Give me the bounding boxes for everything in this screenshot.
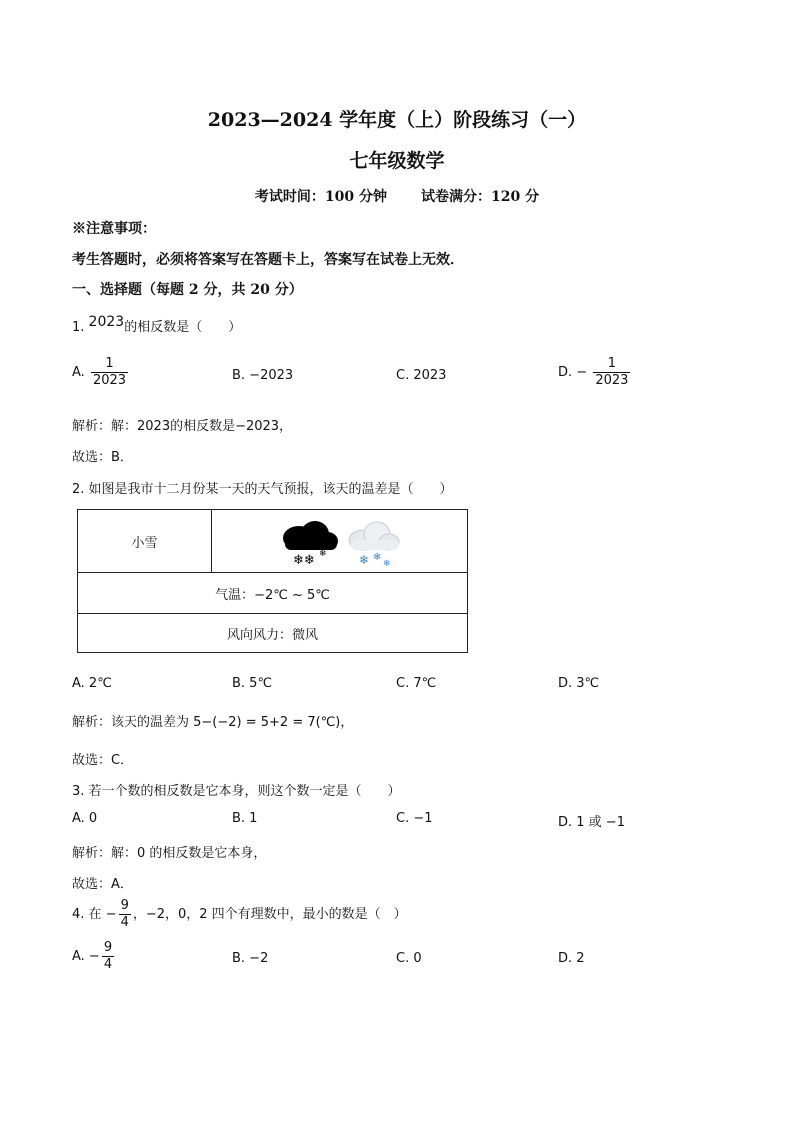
snow-cloud-icon (275, 514, 405, 568)
q3-option-a: A. 0 (72, 811, 98, 826)
q1-option-a: A. $\frac{1}{2023}$ (72, 356, 127, 388)
svg-text:❄❄: ❄❄ (292, 553, 315, 568)
q4-option-d: D. 2 (558, 951, 585, 966)
svg-text:❄: ❄ (382, 559, 391, 568)
svg-text:❄: ❄ (318, 549, 327, 559)
weather-cell: 小雪 (78, 510, 212, 572)
page-subtitle: 七年级数学 (349, 150, 445, 172)
q3-answer: 故选：A． (72, 877, 133, 892)
question-1 (72, 316, 241, 335)
q1-option-d: D. − $\frac{1}{2023}$ (558, 356, 629, 388)
q1-option-a-fraction: $\frac{1}{2023}$ (92, 356, 127, 388)
exam-info (0, 186, 794, 206)
notice-heading: ※注意事项： (72, 221, 156, 237)
q4-fraction: $\frac{9}{4}$ (120, 898, 129, 930)
q3-analysis: 解析：解：0 的相反数是它本身， (72, 846, 267, 861)
exam-time: 考试时间：100 分钟 (254, 189, 387, 205)
q1-analysis: 解析：解：2023的相反数是−2023， (72, 419, 293, 434)
q2-option-b: B. 5℃ (232, 676, 273, 691)
q1-answer: 故选：B． (72, 450, 133, 465)
q2-option-d: D. 3℃ (558, 676, 600, 691)
q2-option-a: A. 2℃ (72, 676, 112, 691)
q1-option-b: B. −2023 (232, 368, 294, 383)
q2-answer: 故选：C． (72, 753, 134, 768)
q2-option-c: C. 7℃ (396, 676, 437, 691)
q4-option-a-fraction: $\frac{9}{4}$ (103, 940, 113, 972)
q3-option-d: D. 1 或 −1 (558, 815, 625, 830)
q4-option-b: B. −2 (232, 951, 269, 966)
exam-score: 试卷满分：120 分 (421, 189, 540, 205)
question-2: 2. 如图是我市十二月份某一天的天气预报，该天的温差是（ ） (72, 482, 453, 497)
q3-option-c: C. −1 (396, 811, 433, 826)
q4-option-c: C. 0 (396, 951, 422, 966)
q1-number: 1. (72, 320, 85, 335)
q1-option-c: C. 2023 (396, 368, 447, 383)
q2-analysis: 解析：该天的温差为 5−(−2) = 5+2 = 7(℃)， (72, 715, 354, 730)
question-3: 3. 若一个数的相反数是它本身，则这个数一定是（ ） (72, 784, 401, 799)
weather-table (77, 509, 468, 653)
weather-icons (212, 510, 467, 572)
svg-text:❄: ❄ (372, 552, 381, 563)
q1-option-d-fraction: $\frac{1}{2023}$ (595, 356, 629, 388)
weather-row-1 (78, 510, 467, 573)
question-4: 4. 在 − $\frac{9}{4}$ ，−2，0，2 四个有理数中，最小的数是（ ） (72, 898, 407, 930)
wind-row: 风向风力：微风 (226, 627, 318, 643)
notice-text: 考生答题时，必须将答案写在答题卡上，答案写在试卷上无效． (72, 252, 464, 268)
section-heading: 一、选择题（每题 2 分，共 20 分） (72, 282, 303, 298)
q3-option-b: B. 1 (232, 811, 258, 826)
svg-text:❄: ❄ (358, 553, 369, 567)
page-title: 2023—2024 学年度（上）阶段练习（一） (207, 109, 587, 131)
q1-value: 2023 (88, 314, 125, 330)
q1-stem: 的相反数是（ ） (124, 320, 242, 335)
temperature-row: 气温：−2℃ ~ 5℃ (78, 573, 467, 614)
q4-option-a: A. − $\frac{9}{4}$ (72, 940, 113, 972)
